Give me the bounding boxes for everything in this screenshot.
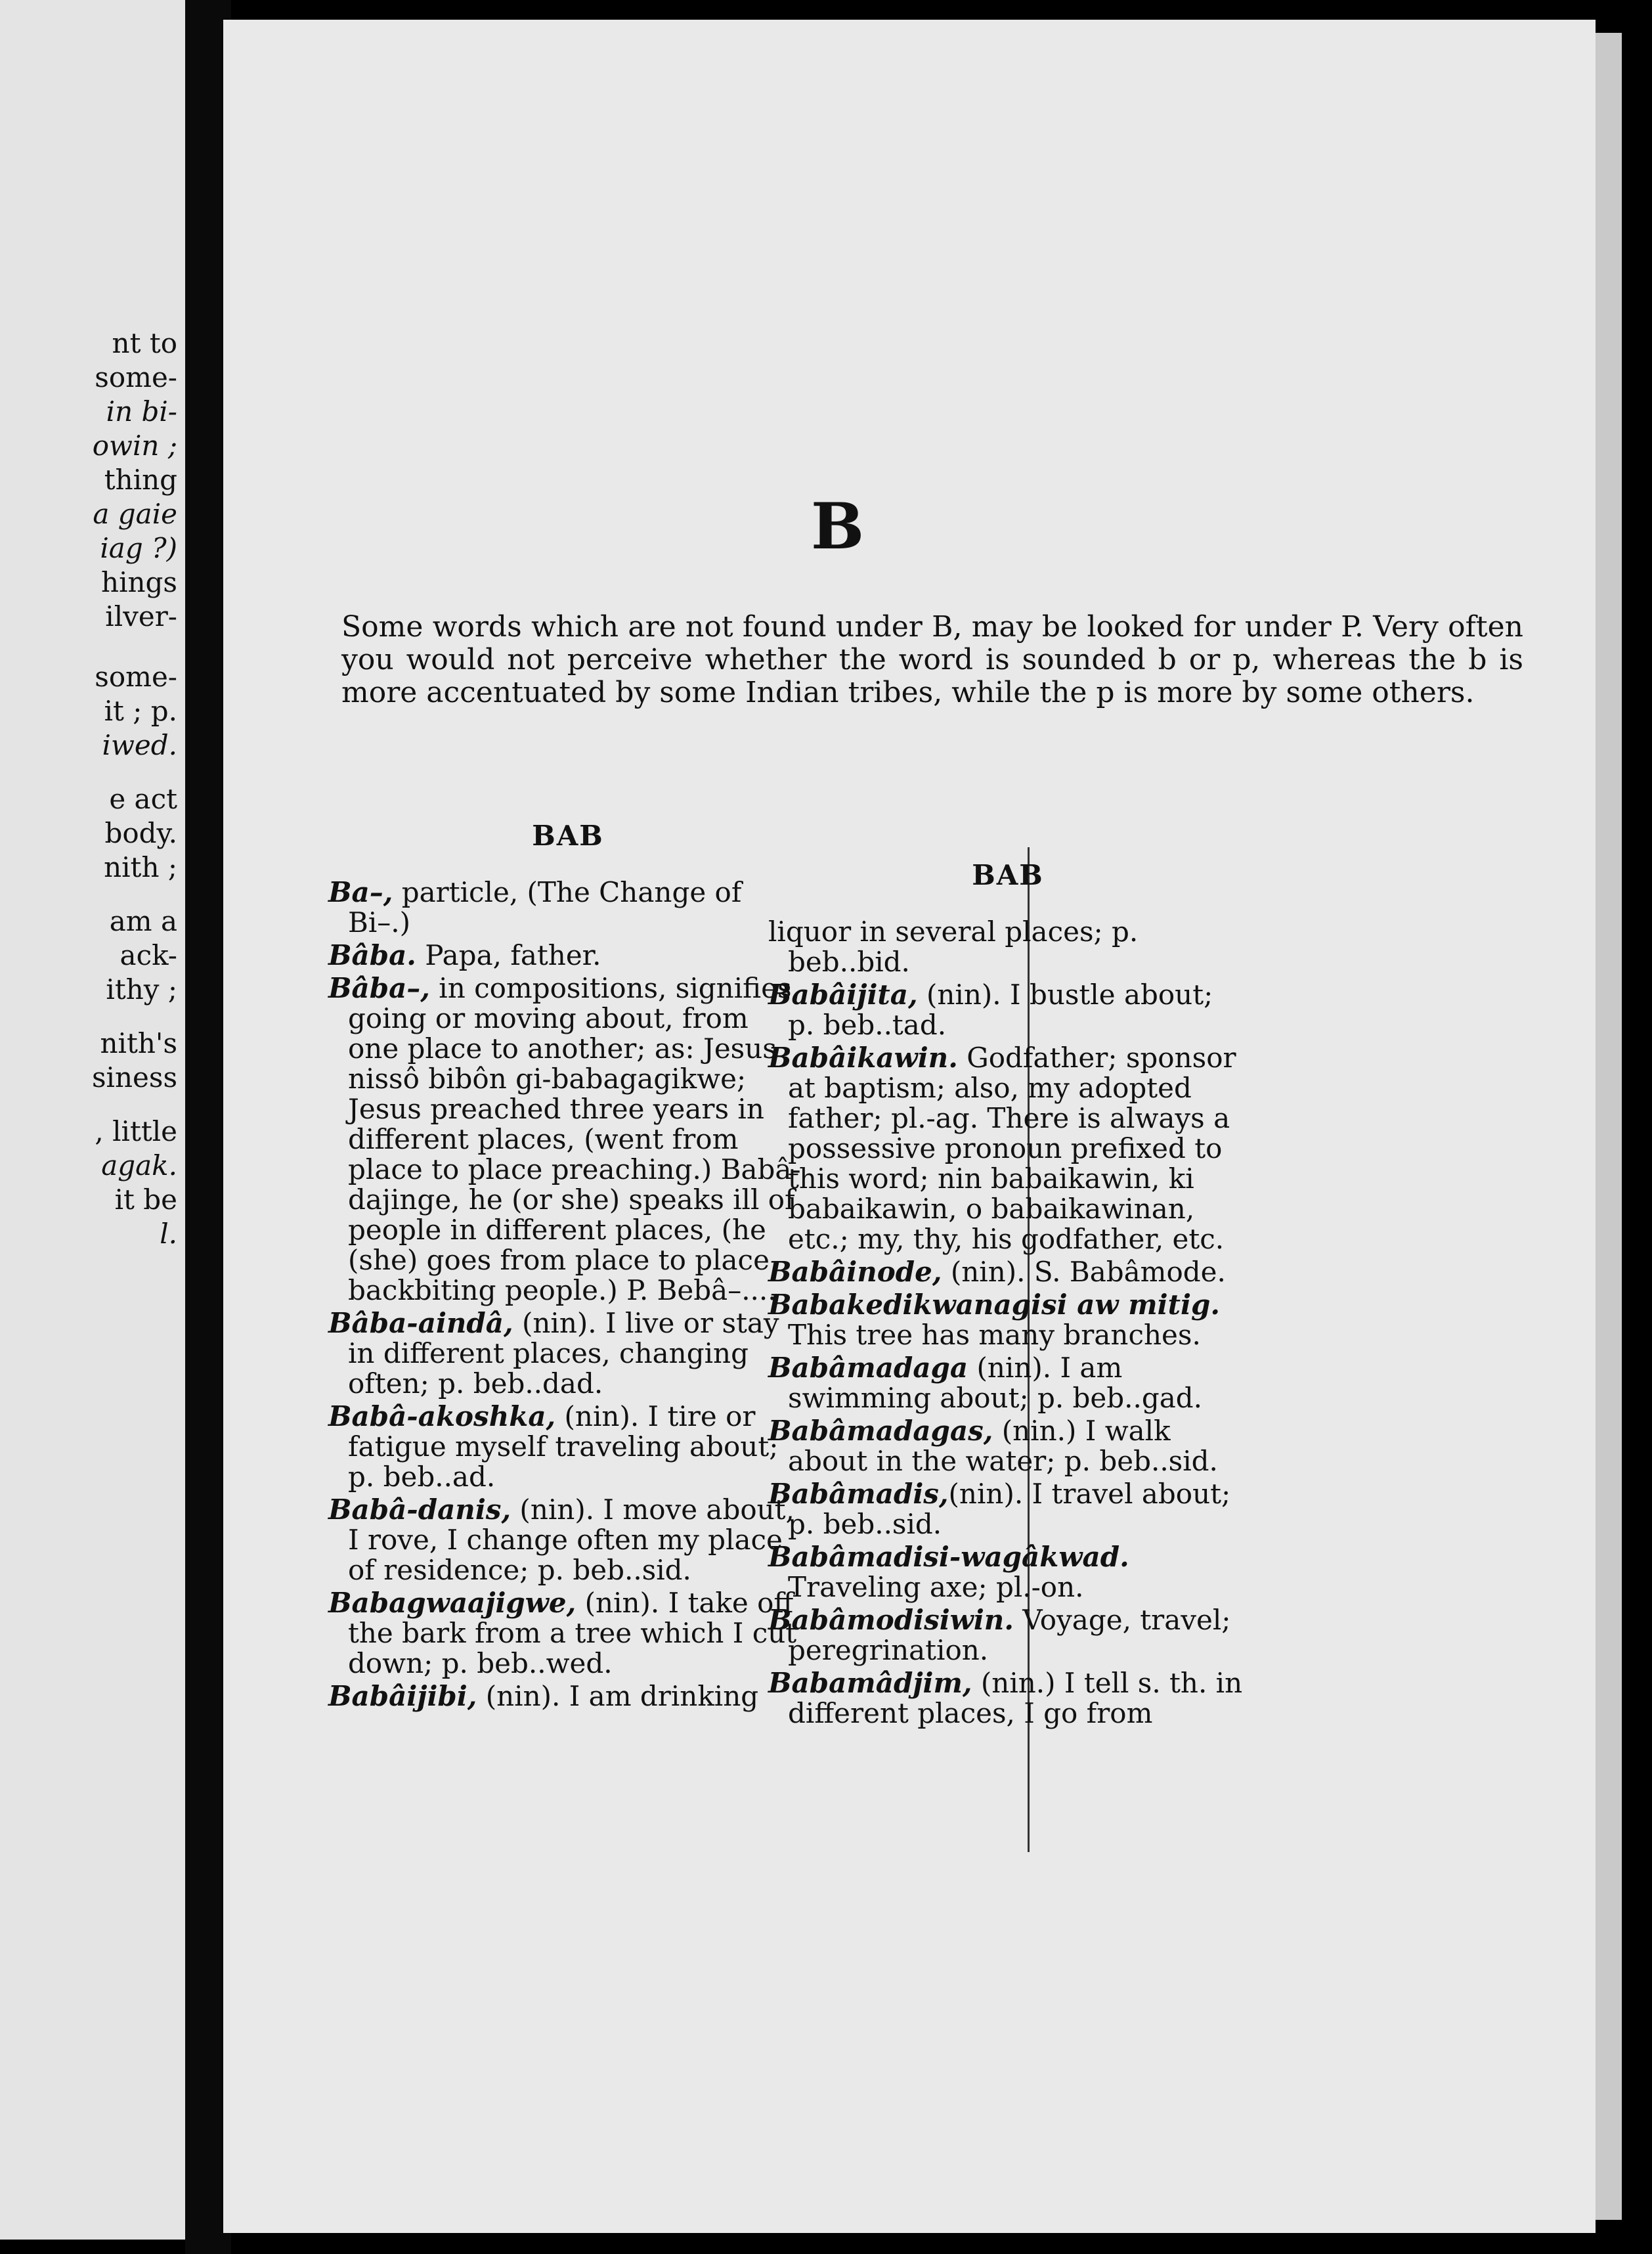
left-page-edge (0, 0, 185, 2240)
dictionary-entry (768, 1257, 1248, 1287)
entry-definition: (nin). I live or stay in different places, changing often; p. beb..dad. (348, 1307, 779, 1400)
entry-definition: (nin). I move about, I rove, I change often my place of residence; p. beb..sid. (348, 1493, 794, 1586)
left-page-fragment: nith ; (104, 851, 177, 883)
left-page-fragment: , little (95, 1115, 177, 1147)
entry-headword: Babakedikwanagisi aw mitig. (768, 1289, 1220, 1321)
dictionary-entry (328, 940, 808, 971)
left-page-fragment: nt to (112, 327, 177, 359)
dictionary-entry (768, 917, 1248, 977)
entry-headword: Bâba. (328, 939, 416, 971)
left-page-fragment: iag ?) (100, 532, 177, 564)
entry-definition: in compositions, signifies going or moving about, from one place to another; as: Jesus nissô bibôn gi-babagagikwe; Jesus preached three years in different places, (went from place to place preaching.) Babâ-dajinge, he (or she) speaks ill of people in different places, (he (she) goes from place to place backbiting people.) P. Bebâ–.... (348, 972, 801, 1306)
left-column-heading: BAB (532, 820, 604, 852)
right-entries (768, 917, 1248, 1729)
left-page-fragment: iwed. (102, 729, 177, 761)
entry-definition: Godfather; sponsor at baptism; also, my adopted father; pl.-ag. There is always a possessive pronoun prefixed to this word; nin babaikawin, ki babaikawin, o babaikawinan, etc.; my, thy, his godfather, etc. (788, 1042, 1236, 1255)
left-page-fragment: hings (101, 566, 177, 598)
left-page-fragment: ilver- (105, 600, 177, 632)
entry-headword: Bâba–, (328, 972, 430, 1004)
left-page-fragment: thing (104, 464, 177, 496)
entry-definition: (nin). I am swimming about; p. beb..gad. (788, 1352, 1203, 1414)
entry-definition: (nin). I am drinking (477, 1680, 759, 1712)
entry-definition: particle, (The Change of Bi–.) (348, 876, 742, 939)
dictionary-entry (768, 1353, 1248, 1413)
dictionary-entry (328, 1495, 808, 1585)
entry-headword: Babâmadisi-wagâkwad. (768, 1541, 1129, 1573)
dictionary-entry (328, 973, 808, 1306)
left-column (328, 821, 808, 1714)
entry-headword: Babâmadis, (768, 1478, 949, 1510)
left-page-fragment: l. (160, 1218, 177, 1250)
dictionary-entry (328, 1308, 808, 1399)
entry-headword: Ba–, (328, 876, 393, 908)
dictionary-entry (768, 1668, 1248, 1729)
intro-paragraph: Some words which are not found under B, may be looked for under P. Very often you would not perceive whether the word is sounded b or p, whereas the b is more accentuated by some Indian tribes, while the p is more by some others. (341, 610, 1523, 709)
left-page-fragment: agak. (101, 1149, 177, 1182)
left-page-fragment: e act (109, 783, 177, 815)
entry-definition: (nin). I take off the bark from a tree which I cut down; p. beb..wed. (348, 1587, 797, 1679)
entry-definition: (nin). I tire or fatigue myself traveling about; p. beb..ad. (348, 1400, 779, 1493)
entry-definition: (nin). S. Babâmode. (942, 1256, 1226, 1288)
left-page-fragment: in bi- (106, 395, 177, 428)
entry-definition: Papa, father. (416, 939, 601, 971)
left-entries (328, 877, 808, 1712)
entry-headword: Babâ-danis, (328, 1493, 511, 1526)
dictionary-entry (328, 1402, 808, 1492)
left-page-fragment: ack- (120, 939, 177, 971)
entry-headword: Babamâdjim, (768, 1667, 972, 1699)
left-page-fragment: it ; p. (104, 695, 177, 727)
entry-definition: (nin). I travel about; p. beb..sid. (788, 1478, 1231, 1540)
entry-headword: Babâikawin. (768, 1042, 958, 1074)
dictionary-entry (768, 1605, 1248, 1666)
entry-definition: This tree has many branches. (788, 1319, 1201, 1351)
left-page-fragment: a gaie (93, 498, 177, 530)
right-column-heading: BAB (972, 859, 1044, 891)
entry-headword: Babâ-akoshka, (328, 1400, 556, 1432)
left-page-fragment: it be (114, 1183, 177, 1216)
dictionary-page (223, 20, 1596, 2233)
dictionary-entry (768, 1479, 1248, 1539)
left-page-fragment: some- (95, 661, 177, 693)
dictionary-entry (768, 1542, 1248, 1602)
dictionary-entry (768, 1043, 1248, 1254)
dictionary-entry (328, 877, 808, 938)
entry-headword: Bâba-aindâ, (328, 1307, 513, 1339)
left-page-fragment: body. (104, 817, 177, 849)
left-page-fragment: some- (95, 361, 177, 393)
page-edge (1596, 33, 1622, 2220)
entry-definition: (nin.) I walk about in the water; p. beb..sid. (788, 1415, 1218, 1477)
entry-headword: Babâmadagas, (768, 1415, 993, 1447)
entry-headword: Babagwaajigwe, (328, 1587, 576, 1619)
section-letter: B (811, 489, 865, 564)
dictionary-entry (768, 980, 1248, 1040)
entry-definition: Voyage, travel; peregrination. (788, 1604, 1231, 1666)
entry-headword: Babâijibi, (328, 1680, 477, 1712)
entry-headword: Babâmadaga (768, 1352, 968, 1384)
entry-headword: Babâinode, (768, 1256, 942, 1288)
left-page-fragment: nith's (100, 1027, 177, 1059)
entry-definition: liquor in several places; p. beb..bid. (768, 916, 1139, 978)
left-page-fragment: am a (109, 905, 177, 937)
entry-headword: Babâijita, (768, 979, 918, 1011)
left-page-fragment: ithy ; (106, 973, 177, 1005)
dictionary-entry (768, 1416, 1248, 1476)
right-column (768, 860, 1248, 1731)
dictionary-entry (768, 1290, 1248, 1350)
left-page-fragment: siness (92, 1061, 177, 1094)
dictionary-entry (328, 1588, 808, 1679)
entry-definition: (nin.) I tell s. th. in different places, I go from (788, 1667, 1243, 1729)
entry-headword: Babâmodisiwin. (768, 1604, 1014, 1636)
dictionary-entry (328, 1681, 808, 1712)
entry-definition: (nin). I bustle about; p. beb..tad. (788, 979, 1213, 1041)
left-page-fragment: owin ; (92, 430, 177, 462)
entry-definition: Traveling axe; pl.-on. (788, 1571, 1084, 1603)
